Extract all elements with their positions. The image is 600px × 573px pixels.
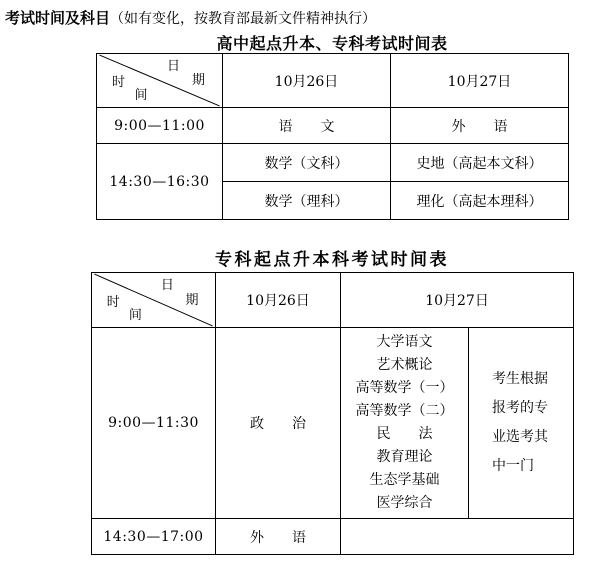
table1-afternoon-time: 14:30—16:30 bbox=[97, 144, 223, 220]
table1-header-oct26: 10月26日 bbox=[223, 54, 391, 108]
table2-title: 专科起点升本科考试时间表 bbox=[215, 250, 449, 270]
table1-title: 高中起点升本、专科考试时间表 bbox=[216, 34, 448, 53]
table2-row-afternoon bbox=[92, 519, 574, 555]
table1-afternoon-oct27-science: 理化（高起本理科） bbox=[391, 182, 569, 220]
table2-header-oct26: 10月26日 bbox=[216, 273, 341, 328]
table2-row-morning bbox=[92, 328, 574, 519]
table1-afternoon-oct27-arts: 史地（高起本文科） bbox=[391, 144, 569, 182]
page-heading-title: 考试时间及科目 bbox=[5, 9, 111, 27]
table1-afternoon-oct26-arts: 数学（文科） bbox=[223, 144, 391, 182]
subject-item: 高等数学（一） bbox=[355, 380, 454, 396]
table2-afternoon-oct26-subject: 外 语 bbox=[216, 519, 341, 555]
table1-header-row bbox=[97, 54, 569, 108]
table2-header-row bbox=[92, 273, 574, 328]
subject-item: 教育理论 bbox=[376, 449, 433, 465]
page-heading bbox=[5, 7, 376, 28]
table1-row-afternoon-arts bbox=[97, 144, 569, 182]
table1-diagonal-header-cell bbox=[97, 54, 223, 108]
subject-item: 大学语文 bbox=[376, 334, 433, 350]
diagonal-time-char-1: 时 bbox=[106, 294, 120, 310]
subject-item: 生态学基础 bbox=[369, 472, 440, 488]
table1-morning-oct27-subject: 外 语 bbox=[391, 108, 569, 144]
subject-item: 民 法 bbox=[376, 426, 433, 442]
table2-morning-oct26-subject: 政 治 bbox=[216, 328, 341, 519]
table2-diagonal-header-cell bbox=[92, 273, 216, 328]
table1-hs-start bbox=[96, 53, 569, 220]
subject-item: 高等数学（二） bbox=[355, 403, 454, 419]
table2-afternoon-oct27-empty-cell bbox=[341, 519, 574, 555]
table2-choice-note-cell bbox=[469, 328, 574, 519]
diagonal-date-char-1: 日 bbox=[167, 59, 181, 75]
diagonal-date-char-1: 日 bbox=[160, 278, 174, 294]
table1-morning-time: 9:00—11:00 bbox=[97, 108, 223, 144]
table2-college-start bbox=[91, 272, 574, 555]
table1-morning-oct26-subject: 语 文 bbox=[223, 108, 391, 144]
diagonal-time-char-2: 间 bbox=[128, 307, 142, 323]
diagonal-date-char-2: 期 bbox=[185, 292, 199, 308]
table2-afternoon-time: 14:30—17:00 bbox=[92, 519, 216, 555]
diagonal-time-char-2: 间 bbox=[134, 87, 148, 103]
subject-item: 医学综合 bbox=[376, 495, 433, 511]
table2-morning-oct27-subjects-cell bbox=[341, 328, 469, 519]
table1-afternoon-oct26-science: 数学（理科） bbox=[223, 182, 391, 220]
table1-row-morning bbox=[97, 108, 569, 144]
choice-note-text: 考生根据报考的专业选考其中一门 bbox=[492, 371, 548, 474]
subject-item: 艺术概论 bbox=[376, 357, 433, 373]
diagonal-time-char-1: 时 bbox=[112, 75, 126, 91]
table2-morning-time: 9:00—11:30 bbox=[92, 328, 216, 519]
page-heading-note: （如有变化，按教育部最新文件精神执行） bbox=[110, 11, 377, 27]
diagonal-date-char-2: 期 bbox=[192, 73, 206, 89]
table2-header-oct27: 10月27日 bbox=[341, 273, 574, 328]
table1-header-oct27: 10月27日 bbox=[391, 54, 569, 108]
